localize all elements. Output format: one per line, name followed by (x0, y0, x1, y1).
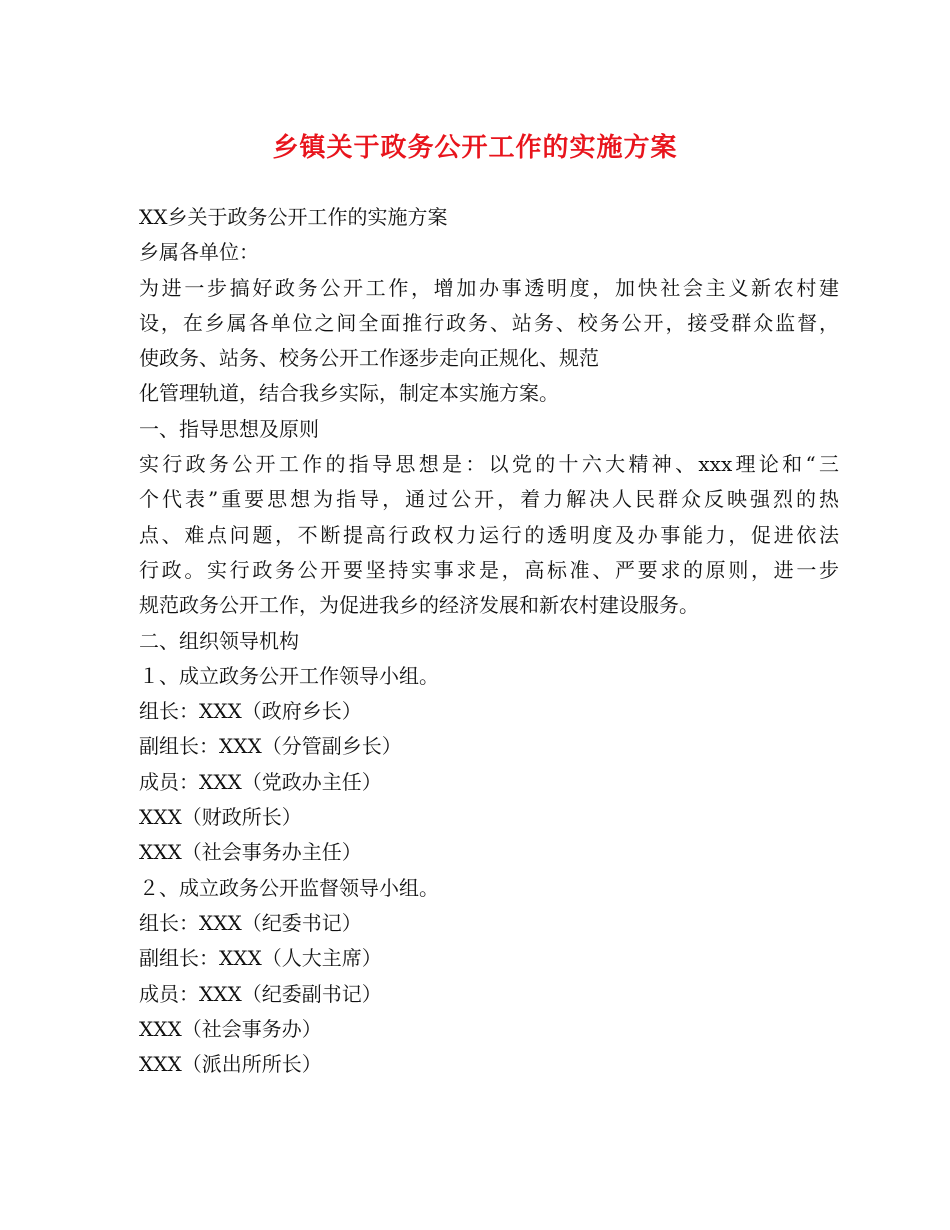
paragraph-line: 成员：XXX（党政办主任） (139, 769, 382, 794)
document-body (139, 200, 839, 1082)
paragraph-line: 一、指导思想及原则 (139, 416, 319, 441)
paragraph-line: 实行政务公开工作的指导思想是：以党的十六大精神、xxx理论和“三 (139, 452, 839, 477)
paragraph-line: XXX（派出所所长） (139, 1052, 322, 1077)
paragraph-line: 副组长：XXX（人大主席） (139, 946, 382, 971)
paragraph-line: 设，在乡属各单位之间全面推行政务、站务、校务公开，接受群众监督， (139, 310, 839, 335)
paragraph-line: 个代表”重要思想为指导，通过公开，着力解决人民群众反映强烈的热 (139, 487, 839, 512)
paragraph-line: 成员：XXX（纪委副书记） (139, 981, 382, 1006)
paragraph-line: XXX（社会事务办） (139, 1016, 322, 1041)
paragraph-line: XX乡关于政务公开工作的实施方案 (139, 205, 448, 229)
paragraph-line: XXX（社会事务办主任） (139, 840, 362, 865)
paragraph-line: 组长：XXX（政府乡长） (139, 699, 362, 724)
paragraph-line: 点、难点问题，不断提高行政权力运行的透明度及办事能力，促进依法 (139, 522, 839, 547)
paragraph-line: 副组长：XXX（分管副乡长） (139, 734, 402, 759)
paragraph-line: 规范政务公开工作，为促进我乡的经济发展和新农村建设服务。 (139, 593, 699, 618)
paragraph-line: 行政。实行政务公开要坚持实事求是，高标准、严要求的原则，进一步 (139, 557, 839, 582)
paragraph-line: 二、组织领导机构 (139, 628, 299, 653)
paragraph-line: １、成立政务公开工作领导小组。 (139, 663, 439, 688)
paragraph-line: ２、成立政务公开监督领导小组。 (139, 875, 439, 900)
document-title: 乡镇关于政务公开工作的实施方案 (272, 133, 678, 163)
paragraph-line: 组长：XXX（纪委书记） (139, 910, 362, 935)
paragraph-line: XXX（财政所长） (139, 805, 302, 830)
paragraph-line: 为进一步搞好政务公开工作，增加办事透明度，加快社会主义新农村建 (139, 275, 839, 300)
paragraph-line: 乡属各单位： (139, 240, 259, 265)
paragraph-line: 使政务、站务、校务公开工作逐步走向正规化、规范 (139, 346, 599, 371)
paragraph-line: 化管理轨道，结合我乡实际，制定本实施方案。 (139, 381, 559, 406)
